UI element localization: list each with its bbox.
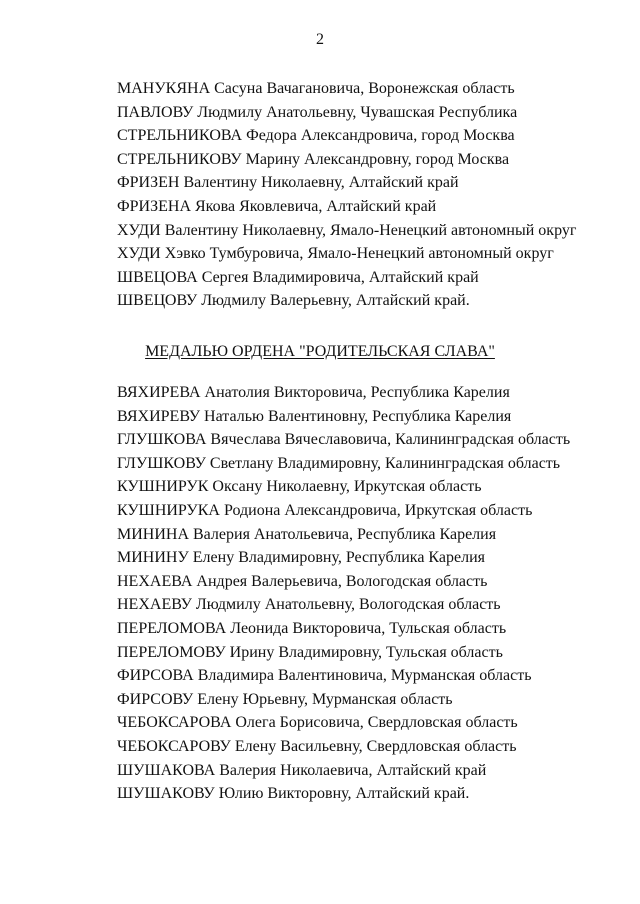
list-item: КУШНИРУК Оксану Николаевну, Иркутская область (117, 478, 482, 496)
list-item: ХУДИ Хэвко Тумбуровича, Ямало-Ненецкий автономный округ (117, 245, 554, 263)
list-item: МАНУКЯНА Сасуна Вачагановича, Воронежская область (117, 80, 515, 97)
list-item: ГЛУШКОВУ Светлану Владимировну, Калининградская область (117, 454, 561, 472)
list-item: ПАВЛОВУ Людмилу Анатольевну, Чувашская Республика (117, 103, 518, 121)
list-item: ПЕРЕЛОМОВУ Ирину Владимировну, Тульская область (117, 643, 503, 661)
section-heading: МЕДАЛЬЮ ОРДЕНА "РОДИТЕЛЬСКАЯ СЛАВА" (145, 343, 495, 360)
list-item: ФРИЗЕН Валентину Николаевну, Алтайский край (117, 174, 459, 192)
list-item: ШВЕЦОВА Сергея Владимировича, Алтайский край (117, 268, 479, 286)
award-list-2 (117, 381, 627, 806)
list-item: ВЯХИРЕВА Анатолия Викторовича, Республика Карелия (117, 384, 510, 401)
list-item: СТРЕЛЬНИКОВА Федора Александровича, город Москва (117, 127, 515, 145)
list-item: ФИРСОВУ Елену Юрьевну, Мурманская область (117, 690, 453, 708)
list-item: СТРЕЛЬНИКОВУ Марину Александровну, город Москва (117, 150, 510, 168)
list-item: ШУШАКОВУ Юлию Викторовну, Алтайский край. (117, 785, 470, 803)
list-item: ВЯХИРЕВУ Наталью Валентиновну, Республика Карелия (117, 407, 512, 425)
list-item: НЕХАЕВА Андрея Валерьевича, Вологодская область (117, 572, 488, 590)
list-item: ФРИЗЕНА Якова Яковлевича, Алтайский край (117, 197, 437, 215)
list-item: ЧЕБОКСАРОВА Олега Борисовича, Свердловская область (117, 714, 518, 732)
list-item: ПЕРЕЛОМОВА Леонида Викторовича, Тульская область (117, 619, 507, 637)
list-item: ШУШАКОВА Валерия Николаевича, Алтайский край (117, 761, 487, 779)
list-item: ХУДИ Валентину Николаевну, Ямало-Ненецкий автономный округ (117, 221, 577, 239)
page-number: 2 (316, 31, 324, 48)
list-item: ЧЕБОКСАРОВУ Елену Васильевну, Свердловская область (117, 737, 517, 755)
list-item: МИНИНУ Елену Владимировну, Республика Карелия (117, 549, 485, 567)
list-item: ШВЕЦОВУ Людмилу Валерьевну, Алтайский край. (117, 292, 470, 310)
list-item: МИНИНА Валерия Анатольевича, Республика Карелия (117, 525, 497, 543)
list-item: НЕХАЕВУ Людмилу Анатольевну, Вологодская область (117, 596, 501, 614)
list-item: ГЛУШКОВА Вячеслава Вячеславовича, Калининградская область (117, 431, 571, 449)
list-item: КУШНИРУКА Родиона Александровича, Иркутская область (117, 501, 533, 519)
list-item: ФИРСОВА Владимира Валентиновича, Мурманская область (117, 667, 532, 685)
award-list-1 (117, 77, 627, 313)
section-heading-container (0, 341, 640, 363)
